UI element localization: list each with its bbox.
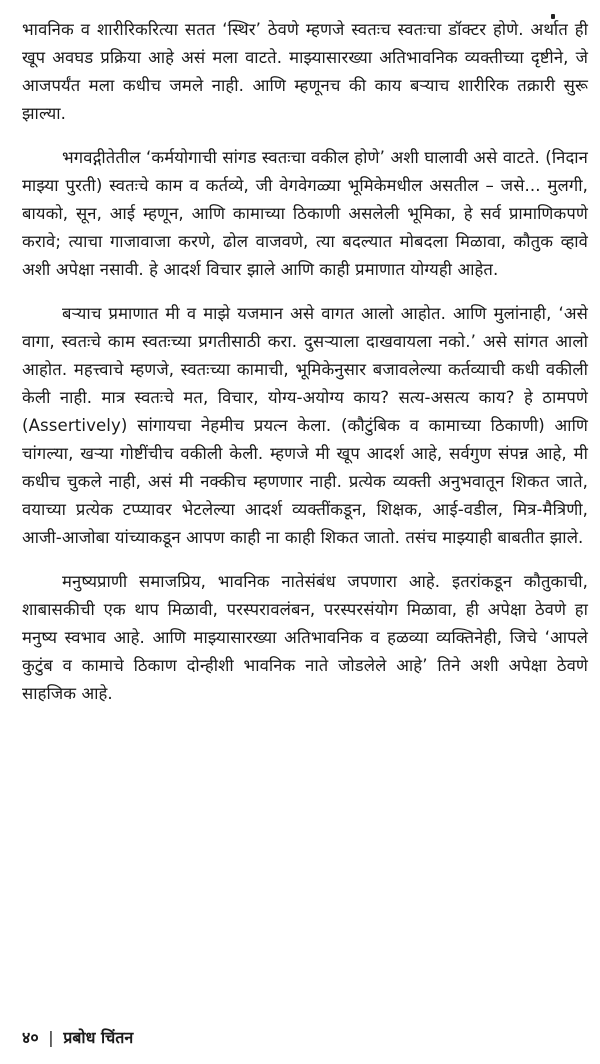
page-footer	[22, 1026, 133, 1048]
page-number: ४०	[22, 1028, 39, 1047]
paragraph-4: मनुष्यप्राणी समाजप्रिय, भावनिक नातेसंबंध जपणारा आहे. इतरांकडून कौतुकाची, शाबासकीची एक थाप मिळावी, परस्परावलंबन, परस्परसंयोग मिळावा, ही अपेक्षा ठेवणे हा मनुष्य स्वभाव आहे. आणि माझ्यासारख्या अतिभावनिक व हळव्या व्यक्तिनेही, जिचे ‘आपले कुटुंब व कामाचे ठिकाण दोन्हीशी भावनिक नाते जोडलेले आहे’ तिने अशी अपेक्षा ठेवणे साहजिक आहे.	[22, 572, 588, 703]
page-body	[22, 16, 588, 724]
paragraph-2: भगवद्गीतेतील ‘कर्मयोगाची सांगड स्वतःचा वकील होणे’ अशी घालावी असे वाटते. (निदान माझ्या पुरती) स्वतःचे काम व कर्तव्ये, जी वेगवेगळ्या भूमिकेमधील असतील – जसे... मुलगी, बायको, सून, आई म्हणून, आणि कामाच्या ठिकाणी असलेली भूमिका, हे सर्व प्रामाणिकपणे करावे; त्याचा गाजावाजा करणे, ढोल वाजवणे, त्या बदल्यात मोबदला मिळावा, कौतुक व्हावे अशी अपेक्षा नसावी. हे आदर्श विचार झाले आणि काही प्रमाणात योग्यही आहेत.	[22, 148, 588, 279]
paragraph-1: भावनिक व शारीरिकरित्या सतत ‘स्थिर’ ठेवणे म्हणजे स्वतःच स्वतःचा डॉक्टर होणे. अर्थात ही खूप अवघड प्रक्रिया आहे असं मला वाटते. माझ्यासारख्या अतिभावनिक व्यक्तीच्या दृष्टीने, जे आजपर्यंत मला कधीच जमले नाही. आणि म्हणूनच की काय बऱ्याच शारीरिक तक्रारी सुरू झाल्या.	[22, 20, 588, 123]
paragraph-3: बऱ्याच प्रमाणात मी व माझे यजमान असे वागत आलो आहोत. आणि मुलांनाही, ‘असे वागा, स्वतःचे काम स्वतःच्या प्रगतीसाठी करा. दुसऱ्याला दाखवायला नको.’ असे सांगत आलो आहोत. महत्त्वाचे म्हणजे, स्वतःच्या कामाची, भूमिकेनुसार बजावलेल्या कर्तव्याची कधी वकीली केली नाही. मात्र स्वतःचे मत, विचार, योग्य-अयोग्य काय? सत्य-असत्य काय? हे ठामपणे (Assertively) सांगायचा नेहमीच प्रयत्न केला. (कौटुंबिक व कामाच्या ठिकाणी) आणि चांगल्या, खऱ्या गोष्टींचीच वकीली केली. म्हणजे मी खूप आदर्श आहे, सर्वगुण संपन्न आहे, मी कधीच चुकले नाही, असं मी नक्कीच म्हणणार नाही. प्रत्येक व्यक्ती अनुभवातून शिकत जाते, वयाच्या प्रत्येक टप्प्यावर भेटलेल्या आदर्श व्यक्तींकडून, शिक्षक, आई-वडील, मित्र-मैत्रिणी, आजी-आजोबा यांच्याकडून आपण काही ना काही शिकत जातो. तसंच माझ्याही बाबतीत झाले.	[22, 304, 588, 547]
book-title: प्रबोध चिंतन	[63, 1028, 134, 1047]
footer-separator: |	[48, 1028, 54, 1047]
